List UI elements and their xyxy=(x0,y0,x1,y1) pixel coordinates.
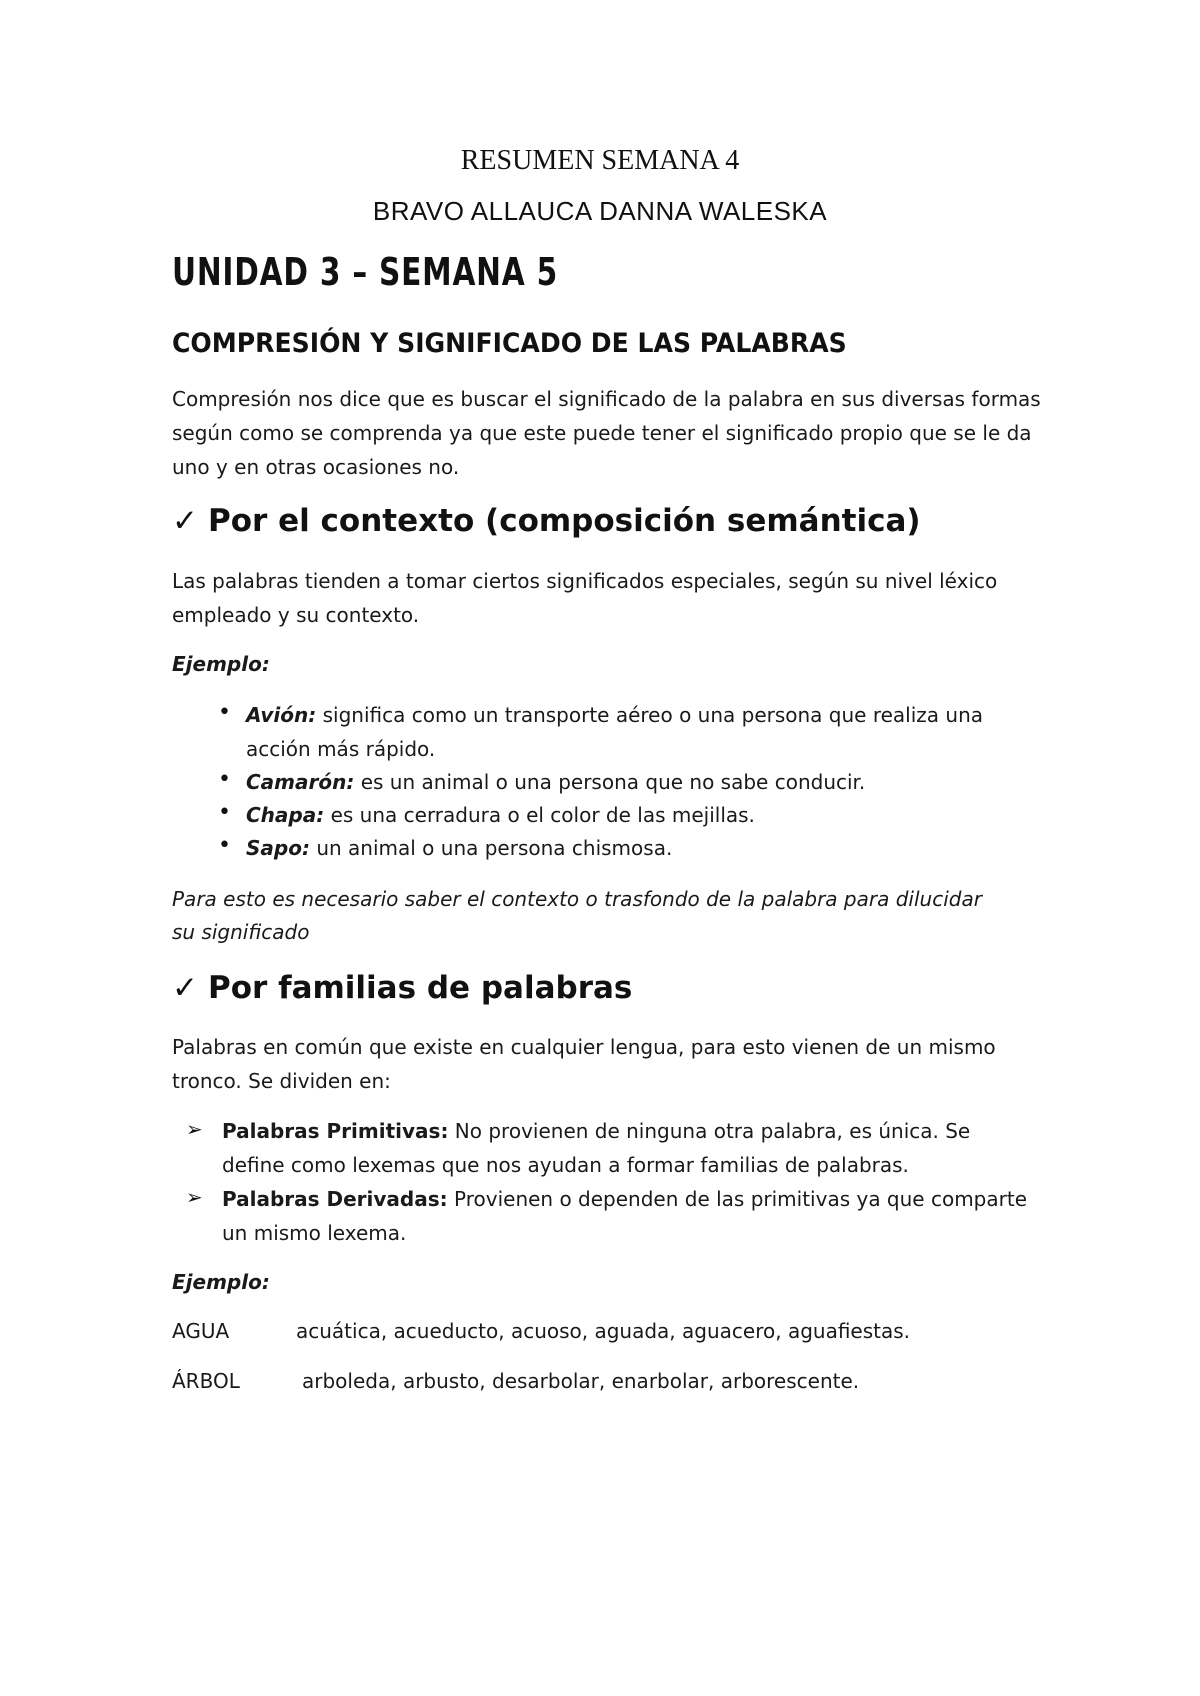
list-item-continuation: acción más rápido. xyxy=(246,737,436,761)
bullet-icon: • xyxy=(218,833,231,858)
document-title: RESUMEN SEMANA 4 xyxy=(460,145,740,176)
list-item-continuation: define como lexemas que nos ayudan a formar familias de palabras. xyxy=(222,1153,909,1177)
context-line: empleado y su contexto. xyxy=(172,603,420,627)
example-text: es un animal o una persona que no sabe conducir. xyxy=(354,770,866,794)
section-heading-text: Por familias de palabras xyxy=(208,970,633,1006)
list-item xyxy=(246,798,755,832)
family-root: AGUA xyxy=(172,1319,230,1343)
example-text: un animal o una persona chismosa. xyxy=(309,836,673,860)
bullet-icon: • xyxy=(218,800,231,825)
list-item-continuation: un mismo lexema. xyxy=(222,1221,407,1245)
list-item xyxy=(222,1182,1027,1216)
example-text: significa como un transporte aéreo o una persona que realiza una xyxy=(316,703,984,727)
intro-line: Compresión nos dice que es buscar el significado de la palabra en sus diversas formas xyxy=(172,387,1041,411)
check-icon: ✓ xyxy=(172,503,198,539)
intro-line: uno y en otras ocasiones no. xyxy=(172,455,460,479)
example-term: Sapo: xyxy=(246,836,310,860)
note-line: Para esto es necesario saber el contexto o trasfondo de la palabra para dilucidar xyxy=(172,887,982,911)
context-line: Las palabras tienden a tomar ciertos significados especiales, según su nivel léxico xyxy=(172,569,998,593)
type-term: Palabras Derivadas: xyxy=(222,1187,448,1211)
families-line: Palabras en común que existe en cualquier lengua, para esto vienen de un mismo xyxy=(172,1035,996,1059)
list-item xyxy=(246,698,983,732)
author-name: BRAVO ALLAUCA DANNA WALESKA xyxy=(372,196,828,226)
example-term: Avión: xyxy=(246,703,317,727)
main-heading: COMPRESIÓN Y SIGNIFICADO DE LAS PALABRAS xyxy=(172,328,847,359)
arrow-bullet-icon: ➢ xyxy=(186,1117,203,1141)
context-note xyxy=(172,883,982,949)
type-term: Palabras Primitivas: xyxy=(222,1119,449,1143)
example-term: Chapa: xyxy=(246,803,325,827)
families-paragraph xyxy=(172,1030,996,1098)
type-text: No provienen de ninguna otra palabra, es única. Se xyxy=(448,1119,971,1143)
context-paragraph xyxy=(172,564,997,632)
bullet-icon: • xyxy=(218,767,231,792)
arrow-bullet-icon: ➢ xyxy=(186,1185,203,1209)
families-line: tronco. Se dividen en: xyxy=(172,1069,391,1093)
section-heading-text: Por el contexto (composición semántica) xyxy=(208,503,921,539)
check-icon: ✓ xyxy=(172,970,198,1006)
list-item xyxy=(246,765,865,799)
section-heading-families xyxy=(172,970,632,1006)
list-item xyxy=(246,831,672,865)
family-root: ÁRBOL xyxy=(172,1369,240,1393)
family-derived: arboleda, arbusto, desarbolar, enarbolar, arborescente. xyxy=(302,1369,860,1393)
intro-line: según como se comprenda ya que este puede tener el significado propio que se le da xyxy=(172,421,1032,445)
example-text: es una cerradura o el color de las mejillas. xyxy=(324,803,755,827)
type-text: Provienen o dependen de las primitivas ya que comparte xyxy=(447,1187,1028,1211)
example-term: Camarón: xyxy=(246,770,355,794)
bullet-icon: • xyxy=(218,700,231,725)
unit-heading: UNIDAD 3 – SEMANA 5 xyxy=(172,250,558,294)
section-heading-context xyxy=(172,503,921,539)
family-derived: acuática, acueducto, acuoso, aguada, aguacero, aguafiestas. xyxy=(296,1319,911,1343)
list-item xyxy=(222,1114,970,1148)
note-line: su significado xyxy=(172,920,310,944)
intro-paragraph xyxy=(172,382,1041,484)
example-label: Ejemplo: xyxy=(172,1270,270,1294)
example-label: Ejemplo: xyxy=(172,652,270,676)
